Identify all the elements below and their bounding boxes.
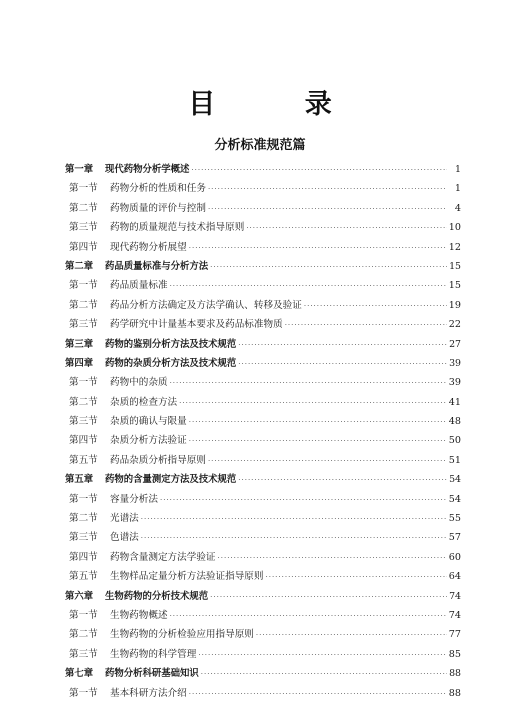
toc-entry-title: 现代药物分析学概述 [105,164,190,175]
toc-entry-number: 第二节 [69,629,98,641]
toc-leader-dots [210,588,447,607]
toc-page-number: 64 [448,571,461,583]
toc-entry-title: 生物药物的分析技术规范 [105,590,209,602]
toc-page-number: 55 [448,513,461,525]
toc-leader-dots [208,180,447,199]
toc-page-number: 39 [449,357,461,369]
toc-leader-dots [201,665,447,684]
toc-entry-title: 色谱法 [110,532,139,544]
toc-entry-title: 药品质量标准 [110,280,168,292]
toc-page-number: 57 [448,532,461,544]
toc-section-entry[interactable] [65,431,461,450]
toc-section-entry[interactable] [65,412,461,431]
toc-chapter-entry[interactable] [65,587,461,606]
toc-leader-dots [238,471,447,490]
page-title: 目 录 [188,89,372,120]
toc-section-entry[interactable] [65,296,461,315]
toc-leader-dots [141,529,447,548]
toc-page-number: 88 [449,668,461,680]
toc-leader-dots [189,239,447,258]
toc-leader-dots [246,219,446,238]
toc-page-number: 41 [448,396,461,408]
table-of-contents [65,160,461,703]
toc-entry-title: 现代药物分析展望 [110,241,187,253]
toc-section-entry[interactable] [65,179,461,198]
toc-section-entry[interactable] [65,606,461,625]
toc-entry-number: 第一节 [69,609,98,621]
toc-page-number: 19 [448,299,461,311]
toc-leader-dots [238,355,447,374]
toc-entry-number: 第三章 [65,338,94,350]
toc-page-number: 15 [448,280,461,292]
toc-entry-title: 杂质的确认与限量 [110,416,187,428]
toc-page-number: 60 [448,551,461,563]
toc-entry-number: 第四节 [69,241,98,253]
toc-section-entry[interactable] [65,276,461,295]
toc-entry-title: 药物中的杂质 [110,377,168,389]
toc-entry-number: 第二节 [69,396,98,408]
toc-page-number: 85 [448,648,461,660]
toc-entry-number: 第四节 [69,551,98,563]
toc-section-entry[interactable] [65,238,461,257]
toc-leader-dots [191,161,447,180]
toc-leader-dots [285,316,447,335]
toc-page-number: 15 [449,260,461,272]
toc-section-entry[interactable] [65,528,461,547]
toc-entry-number: 第一节 [69,377,98,389]
toc-entry-number: 第二章 [65,260,94,272]
toc-entry-title: 药品杂质分析指导原则 [110,454,206,466]
toc-entry-title: 药物质量的评价与控制 [110,202,206,214]
toc-chapter-entry[interactable] [65,664,461,683]
toc-section-entry[interactable] [65,393,461,412]
toc-chapter-entry[interactable] [65,335,461,354]
toc-section-entry[interactable] [65,684,461,703]
toc-leader-dots [238,336,447,355]
toc-page-number: 74 [448,609,461,621]
toc-entry-title: 容量分析法 [110,493,158,505]
toc-section-entry[interactable] [65,451,461,470]
section-title: 分析标准规范篇 [214,138,306,153]
toc-section-entry[interactable] [65,509,461,528]
toc-section-entry[interactable] [65,548,461,567]
toc-entry-number: 第一节 [69,280,98,292]
toc-entry-title: 药物的质量规范与技术指导原则 [110,222,245,234]
toc-entry-number: 第五节 [69,454,98,466]
toc-leader-dots [189,685,447,704]
toc-leader-dots [256,626,447,645]
toc-entry-number: 第三节 [69,416,98,428]
toc-entry-number: 第三节 [69,648,98,660]
toc-leader-dots [208,200,447,219]
toc-entry-number: 第五章 [65,474,94,486]
toc-entry-number: 第六章 [65,590,94,602]
toc-entry-title: 药物的含量测定方法及技术规范 [105,474,237,486]
toc-leader-dots [198,646,446,665]
toc-leader-dots [266,568,447,587]
toc-section-entry[interactable] [65,199,461,218]
toc-leader-dots [208,452,447,471]
toc-page-number: 39 [448,377,461,389]
toc-entry-title: 杂质分析方法验证 [110,435,187,447]
toc-page-number: 27 [449,338,461,350]
toc-page-number: 1 [455,164,461,175]
toc-chapter-entry[interactable] [65,470,461,489]
toc-leader-dots [170,374,447,393]
toc-section-entry[interactable] [65,490,461,509]
toc-entry-title: 杂质的检查方法 [110,396,178,408]
toc-leader-dots [189,432,447,451]
toc-leader-dots [304,297,447,316]
toc-entry-title: 药物分析科研基础知识 [105,668,199,680]
toc-page-number: 74 [449,590,461,602]
toc-leader-dots [210,258,447,277]
toc-leader-dots [170,277,447,296]
toc-leader-dots [141,510,447,529]
toc-section-entry[interactable] [65,218,461,237]
toc-leader-dots [179,394,447,413]
toc-page-number: 54 [449,474,461,486]
toc-chapter-entry[interactable] [65,160,461,179]
toc-page-number: 22 [448,319,461,331]
toc-page-number: 12 [448,241,461,253]
toc-leader-dots [218,549,447,568]
toc-entry-number: 第一节 [69,493,98,505]
toc-entry-number: 第二节 [69,202,98,214]
toc-entry-number: 第三节 [69,532,98,544]
toc-leader-dots [160,491,447,510]
toc-entry-number: 第四节 [69,435,98,447]
toc-entry-number: 第三节 [69,222,98,234]
toc-page-number: 51 [448,454,461,466]
toc-entry-title: 生物样品定量分析方法验证指导原则 [110,571,264,583]
toc-entry-number: 第七章 [65,668,94,680]
toc-leader-dots [189,413,447,432]
toc-entry-number: 第二节 [69,299,98,311]
toc-entry-title: 基本科研方法介绍 [110,687,187,699]
toc-entry-title: 药物的鉴别分析方法及技术规范 [105,338,237,350]
toc-entry-title: 药物分析的性质和任务 [110,183,206,195]
toc-entry-number: 第四章 [65,357,94,369]
toc-entry-number: 第一节 [69,687,98,699]
toc-entry-number: 第一节 [69,183,98,195]
toc-section-entry[interactable] [65,373,461,392]
toc-entry-number: 第一章 [65,164,94,175]
toc-section-entry[interactable] [65,315,461,334]
toc-entry-title: 药物的杂质分析方法及技术规范 [105,357,237,369]
toc-entry-title: 药物含量测定方法学验证 [110,551,216,563]
toc-entry-title: 生物药物的科学管理 [110,648,197,660]
toc-entry-title: 光谱法 [110,513,139,525]
toc-entry-title: 药品质量标准与分析方法 [105,260,209,272]
toc-page-number: 50 [448,435,461,447]
toc-section-entry[interactable] [65,625,461,644]
toc-entry-number: 第三节 [69,319,98,331]
toc-page-number: 4 [454,202,461,214]
toc-page-number: 54 [448,493,461,505]
toc-chapter-entry[interactable] [65,257,461,276]
toc-entry-title: 药品分析方法确定及方法学确认、转移及验证 [110,299,302,311]
toc-page-number: 10 [448,222,461,234]
toc-page-number: 48 [448,416,461,428]
toc-entry-title: 生物药物概述 [110,609,168,621]
toc-section-entry[interactable] [65,645,461,664]
toc-entry-title: 药学研究中计量基本要求及药品标准物质 [110,319,283,331]
toc-page-number: 1 [454,183,461,195]
toc-chapter-entry[interactable] [65,354,461,373]
toc-page-number: 88 [448,687,461,699]
toc-leader-dots [170,607,447,626]
toc-entry-title: 生物药物的分析检验应用指导原则 [110,629,254,641]
toc-section-entry[interactable] [65,567,461,586]
toc-entry-number: 第二节 [69,513,98,525]
toc-page-number: 77 [448,629,461,641]
toc-entry-number: 第五节 [69,571,98,583]
